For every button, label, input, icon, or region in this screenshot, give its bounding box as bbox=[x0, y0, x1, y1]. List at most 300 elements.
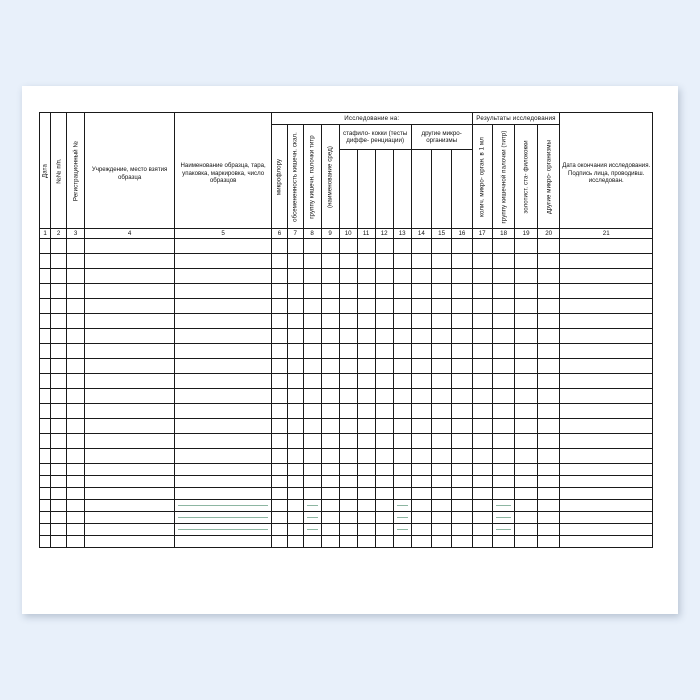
table-cell[interactable] bbox=[492, 314, 515, 329]
table-cell[interactable] bbox=[272, 239, 288, 254]
table-cell[interactable] bbox=[537, 239, 560, 254]
table-cell[interactable] bbox=[40, 344, 51, 359]
table-cell[interactable] bbox=[321, 359, 339, 374]
table-cell[interactable] bbox=[175, 419, 272, 434]
table-cell[interactable] bbox=[175, 269, 272, 284]
table-cell[interactable] bbox=[175, 329, 272, 344]
table-cell[interactable] bbox=[303, 254, 321, 269]
table-cell[interactable] bbox=[411, 449, 431, 464]
table-cell[interactable] bbox=[515, 500, 538, 512]
table-cell[interactable] bbox=[411, 344, 431, 359]
table-cell[interactable] bbox=[272, 284, 288, 299]
table-cell[interactable] bbox=[472, 344, 492, 359]
table-cell[interactable] bbox=[321, 536, 339, 548]
table-cell[interactable] bbox=[40, 299, 51, 314]
table-cell[interactable] bbox=[67, 299, 85, 314]
table-cell[interactable] bbox=[339, 389, 357, 404]
table-cell[interactable] bbox=[339, 500, 357, 512]
table-cell[interactable] bbox=[375, 299, 393, 314]
table-cell[interactable] bbox=[85, 299, 175, 314]
table-cell[interactable] bbox=[515, 254, 538, 269]
table-cell[interactable] bbox=[452, 254, 472, 269]
table-cell[interactable] bbox=[321, 500, 339, 512]
table-cell[interactable] bbox=[272, 254, 288, 269]
table-cell[interactable] bbox=[431, 419, 451, 434]
table-cell[interactable] bbox=[492, 524, 515, 536]
table-cell[interactable] bbox=[560, 419, 653, 434]
table-cell[interactable] bbox=[272, 500, 288, 512]
table-cell[interactable] bbox=[303, 434, 321, 449]
table-cell[interactable] bbox=[537, 254, 560, 269]
table-cell[interactable] bbox=[303, 299, 321, 314]
table-cell[interactable] bbox=[357, 284, 375, 299]
table-cell[interactable] bbox=[411, 269, 431, 284]
table-cell[interactable] bbox=[393, 488, 411, 500]
table-cell[interactable] bbox=[175, 389, 272, 404]
table-cell[interactable] bbox=[51, 419, 67, 434]
table-row[interactable] bbox=[40, 476, 653, 488]
table-cell[interactable] bbox=[321, 512, 339, 524]
table-cell[interactable] bbox=[175, 344, 272, 359]
table-cell[interactable] bbox=[431, 314, 451, 329]
table-cell[interactable] bbox=[175, 299, 272, 314]
table-row[interactable] bbox=[40, 314, 653, 329]
table-cell[interactable] bbox=[375, 449, 393, 464]
table-cell[interactable] bbox=[431, 536, 451, 548]
table-row[interactable] bbox=[40, 329, 653, 344]
table-cell[interactable] bbox=[452, 389, 472, 404]
table-cell[interactable] bbox=[431, 488, 451, 500]
table-cell[interactable] bbox=[537, 449, 560, 464]
table-cell[interactable] bbox=[492, 269, 515, 284]
table-cell[interactable] bbox=[515, 524, 538, 536]
table-cell[interactable] bbox=[357, 359, 375, 374]
table-cell[interactable] bbox=[560, 239, 653, 254]
table-cell[interactable] bbox=[40, 434, 51, 449]
table-cell[interactable] bbox=[492, 434, 515, 449]
table-cell[interactable] bbox=[321, 329, 339, 344]
table-cell[interactable] bbox=[51, 239, 67, 254]
table-cell[interactable] bbox=[287, 389, 303, 404]
table-cell[interactable] bbox=[537, 404, 560, 419]
table-cell[interactable] bbox=[175, 500, 272, 512]
table-cell[interactable] bbox=[321, 476, 339, 488]
table-cell[interactable] bbox=[51, 524, 67, 536]
table-cell[interactable] bbox=[175, 434, 272, 449]
table-cell[interactable] bbox=[411, 284, 431, 299]
table-cell[interactable] bbox=[515, 389, 538, 404]
table-cell[interactable] bbox=[85, 374, 175, 389]
table-cell[interactable] bbox=[67, 449, 85, 464]
table-cell[interactable] bbox=[515, 359, 538, 374]
table-cell[interactable] bbox=[515, 299, 538, 314]
table-cell[interactable] bbox=[357, 299, 375, 314]
table-cell[interactable] bbox=[492, 374, 515, 389]
table-cell[interactable] bbox=[537, 344, 560, 359]
table-cell[interactable] bbox=[393, 524, 411, 536]
table-cell[interactable] bbox=[272, 404, 288, 419]
table-cell[interactable] bbox=[560, 488, 653, 500]
table-cell[interactable] bbox=[472, 359, 492, 374]
table-cell[interactable] bbox=[321, 524, 339, 536]
table-cell[interactable] bbox=[339, 488, 357, 500]
table-cell[interactable] bbox=[515, 419, 538, 434]
table-cell[interactable] bbox=[537, 476, 560, 488]
table-cell[interactable] bbox=[272, 329, 288, 344]
table-cell[interactable] bbox=[287, 254, 303, 269]
table-cell[interactable] bbox=[492, 476, 515, 488]
table-cell[interactable] bbox=[51, 434, 67, 449]
table-cell[interactable] bbox=[287, 374, 303, 389]
table-cell[interactable] bbox=[51, 344, 67, 359]
table-cell[interactable] bbox=[375, 476, 393, 488]
table-cell[interactable] bbox=[537, 512, 560, 524]
table-cell[interactable] bbox=[375, 314, 393, 329]
table-cell[interactable] bbox=[393, 254, 411, 269]
table-row[interactable] bbox=[40, 500, 653, 512]
table-cell[interactable] bbox=[411, 500, 431, 512]
table-row[interactable] bbox=[40, 389, 653, 404]
table-cell[interactable] bbox=[357, 476, 375, 488]
table-cell[interactable] bbox=[452, 404, 472, 419]
table-cell[interactable] bbox=[492, 299, 515, 314]
table-cell[interactable] bbox=[411, 476, 431, 488]
table-cell[interactable] bbox=[303, 536, 321, 548]
table-cell[interactable] bbox=[40, 536, 51, 548]
table-cell[interactable] bbox=[303, 404, 321, 419]
table-cell[interactable] bbox=[393, 284, 411, 299]
table-cell[interactable] bbox=[452, 344, 472, 359]
table-cell[interactable] bbox=[375, 512, 393, 524]
table-cell[interactable] bbox=[85, 476, 175, 488]
table-cell[interactable] bbox=[303, 500, 321, 512]
table-cell[interactable] bbox=[375, 536, 393, 548]
table-cell[interactable] bbox=[411, 404, 431, 419]
table-cell[interactable] bbox=[560, 359, 653, 374]
table-cell[interactable] bbox=[339, 299, 357, 314]
table-cell[interactable] bbox=[272, 536, 288, 548]
table-cell[interactable] bbox=[431, 359, 451, 374]
table-cell[interactable] bbox=[175, 536, 272, 548]
table-cell[interactable] bbox=[431, 344, 451, 359]
table-cell[interactable] bbox=[431, 389, 451, 404]
table-cell[interactable] bbox=[411, 524, 431, 536]
table-cell[interactable] bbox=[393, 536, 411, 548]
table-cell[interactable] bbox=[287, 284, 303, 299]
table-cell[interactable] bbox=[287, 344, 303, 359]
table-cell[interactable] bbox=[411, 464, 431, 476]
table-cell[interactable] bbox=[431, 269, 451, 284]
table-cell[interactable] bbox=[452, 374, 472, 389]
table-cell[interactable] bbox=[537, 314, 560, 329]
table-cell[interactable] bbox=[85, 404, 175, 419]
table-cell[interactable] bbox=[452, 536, 472, 548]
table-cell[interactable] bbox=[515, 374, 538, 389]
table-cell[interactable] bbox=[452, 239, 472, 254]
table-cell[interactable] bbox=[431, 239, 451, 254]
table-cell[interactable] bbox=[339, 374, 357, 389]
table-cell[interactable] bbox=[339, 314, 357, 329]
table-cell[interactable] bbox=[321, 488, 339, 500]
table-cell[interactable] bbox=[303, 389, 321, 404]
table-cell[interactable] bbox=[375, 239, 393, 254]
table-cell[interactable] bbox=[393, 419, 411, 434]
table-cell[interactable] bbox=[537, 284, 560, 299]
table-cell[interactable] bbox=[175, 476, 272, 488]
table-cell[interactable] bbox=[357, 434, 375, 449]
table-cell[interactable] bbox=[339, 536, 357, 548]
table-cell[interactable] bbox=[492, 359, 515, 374]
table-cell[interactable] bbox=[303, 344, 321, 359]
table-cell[interactable] bbox=[67, 488, 85, 500]
table-cell[interactable] bbox=[339, 476, 357, 488]
table-cell[interactable] bbox=[357, 344, 375, 359]
table-cell[interactable] bbox=[393, 374, 411, 389]
table-cell[interactable] bbox=[175, 284, 272, 299]
table-cell[interactable] bbox=[560, 464, 653, 476]
table-cell[interactable] bbox=[339, 464, 357, 476]
table-cell[interactable] bbox=[411, 239, 431, 254]
table-cell[interactable] bbox=[560, 374, 653, 389]
table-cell[interactable] bbox=[272, 464, 288, 476]
table-cell[interactable] bbox=[67, 389, 85, 404]
table-cell[interactable] bbox=[515, 476, 538, 488]
table-cell[interactable] bbox=[40, 254, 51, 269]
table-cell[interactable] bbox=[85, 536, 175, 548]
table-cell[interactable] bbox=[40, 488, 51, 500]
table-cell[interactable] bbox=[431, 374, 451, 389]
table-cell[interactable] bbox=[411, 329, 431, 344]
table-cell[interactable] bbox=[560, 299, 653, 314]
table-cell[interactable] bbox=[411, 299, 431, 314]
table-cell[interactable] bbox=[303, 419, 321, 434]
table-cell[interactable] bbox=[492, 254, 515, 269]
table-cell[interactable] bbox=[515, 434, 538, 449]
table-cell[interactable] bbox=[357, 239, 375, 254]
table-row[interactable] bbox=[40, 524, 653, 536]
table-cell[interactable] bbox=[375, 269, 393, 284]
table-cell[interactable] bbox=[393, 434, 411, 449]
table-cell[interactable] bbox=[560, 344, 653, 359]
table-cell[interactable] bbox=[321, 299, 339, 314]
table-row[interactable] bbox=[40, 284, 653, 299]
table-cell[interactable] bbox=[537, 299, 560, 314]
table-cell[interactable] bbox=[472, 524, 492, 536]
table-cell[interactable] bbox=[51, 449, 67, 464]
table-cell[interactable] bbox=[175, 314, 272, 329]
table-cell[interactable] bbox=[51, 254, 67, 269]
table-cell[interactable] bbox=[321, 269, 339, 284]
table-cell[interactable] bbox=[492, 344, 515, 359]
table-cell[interactable] bbox=[85, 239, 175, 254]
table-cell[interactable] bbox=[85, 269, 175, 284]
table-cell[interactable] bbox=[375, 404, 393, 419]
table-cell[interactable] bbox=[321, 449, 339, 464]
table-cell[interactable] bbox=[67, 374, 85, 389]
table-cell[interactable] bbox=[411, 359, 431, 374]
table-cell[interactable] bbox=[492, 449, 515, 464]
table-cell[interactable] bbox=[431, 434, 451, 449]
table-cell[interactable] bbox=[515, 512, 538, 524]
table-cell[interactable] bbox=[272, 344, 288, 359]
table-cell[interactable] bbox=[452, 419, 472, 434]
table-cell[interactable] bbox=[51, 512, 67, 524]
table-cell[interactable] bbox=[560, 389, 653, 404]
table-cell[interactable] bbox=[393, 476, 411, 488]
table-cell[interactable] bbox=[85, 512, 175, 524]
table-cell[interactable] bbox=[431, 476, 451, 488]
table-cell[interactable] bbox=[321, 344, 339, 359]
table-cell[interactable] bbox=[40, 404, 51, 419]
table-cell[interactable] bbox=[67, 329, 85, 344]
table-row[interactable] bbox=[40, 464, 653, 476]
table-cell[interactable] bbox=[339, 254, 357, 269]
table-cell[interactable] bbox=[67, 269, 85, 284]
table-cell[interactable] bbox=[339, 404, 357, 419]
table-cell[interactable] bbox=[339, 269, 357, 284]
table-row[interactable] bbox=[40, 344, 653, 359]
table-cell[interactable] bbox=[375, 254, 393, 269]
table-cell[interactable] bbox=[85, 284, 175, 299]
table-cell[interactable] bbox=[85, 359, 175, 374]
table-cell[interactable] bbox=[560, 512, 653, 524]
table-cell[interactable] bbox=[272, 476, 288, 488]
table-cell[interactable] bbox=[411, 536, 431, 548]
table-cell[interactable] bbox=[287, 476, 303, 488]
table-cell[interactable] bbox=[287, 524, 303, 536]
table-row[interactable] bbox=[40, 404, 653, 419]
table-cell[interactable] bbox=[339, 239, 357, 254]
table-cell[interactable] bbox=[452, 512, 472, 524]
table-cell[interactable] bbox=[85, 449, 175, 464]
table-cell[interactable] bbox=[67, 314, 85, 329]
table-cell[interactable] bbox=[40, 314, 51, 329]
table-cell[interactable] bbox=[287, 404, 303, 419]
table-cell[interactable] bbox=[375, 488, 393, 500]
table-cell[interactable] bbox=[287, 359, 303, 374]
table-row[interactable] bbox=[40, 536, 653, 548]
table-cell[interactable] bbox=[67, 359, 85, 374]
table-cell[interactable] bbox=[339, 419, 357, 434]
table-row[interactable] bbox=[40, 434, 653, 449]
table-cell[interactable] bbox=[515, 536, 538, 548]
table-cell[interactable] bbox=[431, 512, 451, 524]
table-cell[interactable] bbox=[431, 524, 451, 536]
table-cell[interactable] bbox=[85, 329, 175, 344]
table-cell[interactable] bbox=[472, 389, 492, 404]
table-cell[interactable] bbox=[51, 299, 67, 314]
table-cell[interactable] bbox=[303, 239, 321, 254]
table-cell[interactable] bbox=[515, 488, 538, 500]
table-cell[interactable] bbox=[431, 329, 451, 344]
table-cell[interactable] bbox=[452, 434, 472, 449]
table-cell[interactable] bbox=[85, 500, 175, 512]
table-cell[interactable] bbox=[431, 500, 451, 512]
table-cell[interactable] bbox=[560, 476, 653, 488]
table-cell[interactable] bbox=[51, 389, 67, 404]
table-cell[interactable] bbox=[287, 434, 303, 449]
table-cell[interactable] bbox=[272, 374, 288, 389]
table-cell[interactable] bbox=[492, 389, 515, 404]
table-cell[interactable] bbox=[272, 524, 288, 536]
table-cell[interactable] bbox=[393, 449, 411, 464]
table-cell[interactable] bbox=[537, 269, 560, 284]
table-cell[interactable] bbox=[492, 512, 515, 524]
table-cell[interactable] bbox=[411, 314, 431, 329]
table-cell[interactable] bbox=[51, 269, 67, 284]
table-cell[interactable] bbox=[272, 389, 288, 404]
table-cell[interactable] bbox=[492, 239, 515, 254]
table-cell[interactable] bbox=[40, 419, 51, 434]
table-cell[interactable] bbox=[321, 374, 339, 389]
table-row[interactable] bbox=[40, 299, 653, 314]
table-cell[interactable] bbox=[560, 329, 653, 344]
table-cell[interactable] bbox=[515, 269, 538, 284]
table-cell[interactable] bbox=[321, 419, 339, 434]
table-cell[interactable] bbox=[560, 536, 653, 548]
table-cell[interactable] bbox=[85, 344, 175, 359]
table-cell[interactable] bbox=[339, 359, 357, 374]
table-cell[interactable] bbox=[339, 329, 357, 344]
table-cell[interactable] bbox=[357, 419, 375, 434]
table-cell[interactable] bbox=[303, 524, 321, 536]
table-cell[interactable] bbox=[287, 500, 303, 512]
table-cell[interactable] bbox=[175, 449, 272, 464]
table-cell[interactable] bbox=[357, 500, 375, 512]
table-cell[interactable] bbox=[67, 254, 85, 269]
table-cell[interactable] bbox=[393, 344, 411, 359]
table-cell[interactable] bbox=[472, 239, 492, 254]
table-cell[interactable] bbox=[287, 299, 303, 314]
table-cell[interactable] bbox=[357, 404, 375, 419]
table-cell[interactable] bbox=[431, 404, 451, 419]
table-cell[interactable] bbox=[537, 419, 560, 434]
table-cell[interactable] bbox=[431, 464, 451, 476]
table-cell[interactable] bbox=[560, 434, 653, 449]
table-cell[interactable] bbox=[67, 434, 85, 449]
table-row[interactable] bbox=[40, 239, 653, 254]
table-cell[interactable] bbox=[175, 488, 272, 500]
table-cell[interactable] bbox=[287, 269, 303, 284]
table-cell[interactable] bbox=[375, 419, 393, 434]
table-cell[interactable] bbox=[560, 449, 653, 464]
table-cell[interactable] bbox=[560, 500, 653, 512]
table-cell[interactable] bbox=[51, 359, 67, 374]
table-cell[interactable] bbox=[303, 449, 321, 464]
table-cell[interactable] bbox=[537, 464, 560, 476]
table-cell[interactable] bbox=[175, 359, 272, 374]
table-cell[interactable] bbox=[272, 488, 288, 500]
table-cell[interactable] bbox=[492, 329, 515, 344]
table-cell[interactable] bbox=[375, 374, 393, 389]
table-cell[interactable] bbox=[67, 512, 85, 524]
table-cell[interactable] bbox=[537, 359, 560, 374]
table-cell[interactable] bbox=[85, 464, 175, 476]
table-cell[interactable] bbox=[357, 389, 375, 404]
table-cell[interactable] bbox=[452, 329, 472, 344]
table-cell[interactable] bbox=[515, 449, 538, 464]
table-cell[interactable] bbox=[287, 329, 303, 344]
table-cell[interactable] bbox=[472, 284, 492, 299]
table-cell[interactable] bbox=[375, 344, 393, 359]
table-cell[interactable] bbox=[472, 476, 492, 488]
table-cell[interactable] bbox=[175, 464, 272, 476]
table-cell[interactable] bbox=[357, 536, 375, 548]
table-row[interactable] bbox=[40, 374, 653, 389]
table-cell[interactable] bbox=[357, 374, 375, 389]
table-cell[interactable] bbox=[321, 389, 339, 404]
table-cell[interactable] bbox=[472, 254, 492, 269]
